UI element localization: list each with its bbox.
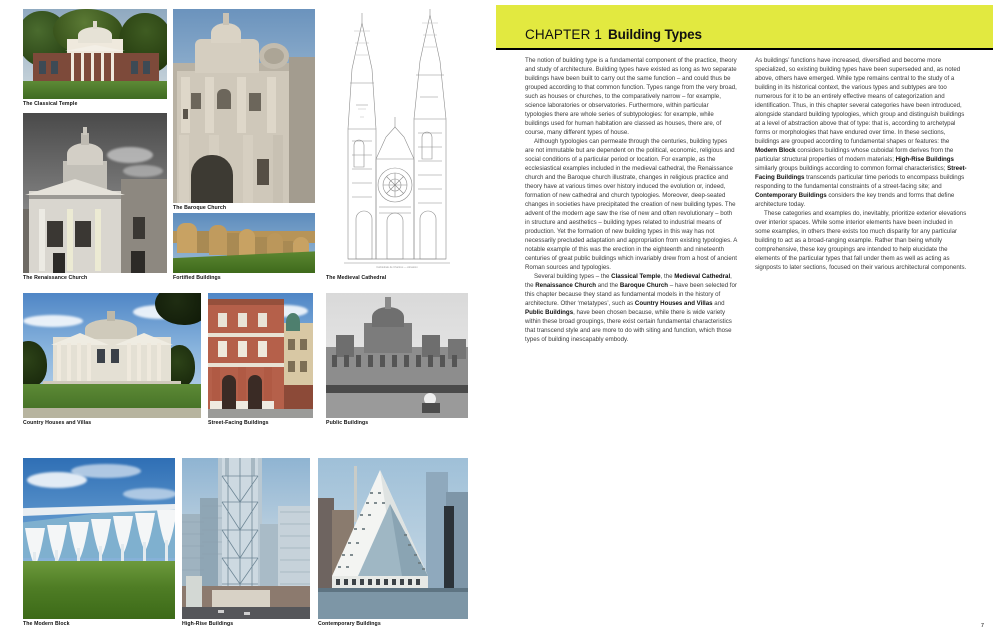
image-street-facing xyxy=(208,293,313,418)
body-column-left xyxy=(525,57,737,617)
p3-mid5: and xyxy=(712,299,725,307)
image-classical-temple xyxy=(23,9,167,99)
figure-country-villa xyxy=(23,293,201,426)
figure-caption: Country Houses and Villas xyxy=(23,420,92,426)
p3-suffix: , have been chosen because, while there is wide variety within these broad groupings, there exist certain fundamental characteristics that transcend style and are more to do with siting and function, which those types of building inescapably embody. xyxy=(525,308,732,343)
figure-caption: Street-Facing Buildings xyxy=(208,420,269,426)
term-high-rise-buildings: High-Rise Buildings xyxy=(895,155,954,163)
p3-prefix: Several building types – the xyxy=(534,272,612,280)
term-renaissance-church: Renaissance Church xyxy=(535,281,596,289)
p4-mid3: transcends particular time periods to encompass buildings responding to the fundamental constraints of a street-facing site; and xyxy=(755,173,965,190)
paragraph-3 xyxy=(525,273,737,345)
image-public-buildings xyxy=(326,293,468,418)
body-columns xyxy=(525,57,967,617)
p4-prefix: As buildings’ functions have increased, diversified and become more specialized, so existing building types have been superseded and, as noted above, others have emerged. While type remains central to the study of a building in its historical context, the various types and subtypes are too numerous for it to be an entirely effective means of categorization and identification. Thus, in this chapter several categories have been introduced, alongside standard building typologies, which group and distinguish buildings at a level of abstraction above that of type: that is, according to archetypal forms or morphologies that have endured over time. In these sections, buildings are grouped according to fundamental shapes or features: the xyxy=(755,57,965,145)
term-street-facing-buildings: Street-Facing Buildings xyxy=(755,164,967,181)
figure-caption: The Classical Temple xyxy=(23,101,78,107)
figure-caption: The Modern Block xyxy=(23,621,70,627)
figure-modern-block xyxy=(23,458,175,627)
p3-mid2: , the xyxy=(525,272,732,289)
figure-high-rise xyxy=(182,458,310,627)
term-public-buildings: Public Buildings xyxy=(525,308,574,316)
figure-public-buildings xyxy=(326,293,468,426)
image-country-villa xyxy=(23,293,201,418)
image-baroque-church xyxy=(173,9,315,203)
p4-suffix: considers the key trends and forms that define architecture today. xyxy=(755,191,955,208)
term-medieval-cathedral: Medieval Cathedral xyxy=(674,272,731,280)
page-title: Building Types xyxy=(607,27,702,42)
image-renaissance-church xyxy=(23,113,167,273)
figure-medieval-cathedral xyxy=(326,9,468,281)
image-contemporary xyxy=(318,458,468,619)
svg-text:Cathédrale de Chartres — éléva: Cathédrale de Chartres — élévation xyxy=(376,266,418,269)
p3-mid1: , the xyxy=(660,272,675,280)
term-classical-temple: Classical Temple xyxy=(611,272,661,280)
chapter-banner-rule xyxy=(496,48,993,50)
canopy-arches xyxy=(23,508,175,568)
term-modern-block: Modern Block xyxy=(755,146,796,154)
term-contemporary-buildings: Contemporary Buildings xyxy=(755,191,827,199)
figure-renaissance-church xyxy=(23,113,167,281)
page-number: 7 xyxy=(981,623,984,629)
term-baroque-church: Baroque Church xyxy=(619,281,669,289)
paragraph-5: These categories and examples do, inevitably, prioritize exterior elevations over interior spaces. While some interior elements have been included in some examples, in others there exists too much disparity for any particular building to act as a broad-ranging example. Rather than being wholly comprehensive, these key groupings are intended to help elucidate the elements of the particular types that fall under them as well as acting as signposts to later sections, focused on their various architectural components. xyxy=(755,209,967,271)
p3-mid3: and the xyxy=(596,281,620,289)
p3-mid4: – have been selected for this chapter because they stand as fundamental models in the history of architecture. Other ‘metatypes’, such as xyxy=(525,281,737,307)
image-fortified-buildings xyxy=(173,213,315,273)
figure-caption: Fortified Buildings xyxy=(173,275,221,281)
paragraph-1: The notion of building type is a fundamental component of the practice, theory and study of architecture. Building types have existed as long as two separate buildings have been built to carry out the same function – and could thus be grouped according to that common function. Types range from the very broad, such as houses or churches, to the comparatively narrow – for example, science laboratories or observatories. Furthermore, within particular typologies there are whole series of subtypologies: for example, while buildings used for human habitation are classed as houses, there are, of course, many different types of house. xyxy=(525,57,737,136)
figure-street-facing xyxy=(208,293,313,426)
figure-fortified-buildings xyxy=(173,213,315,281)
p4-mid2: similarly groups buildings according to common formal characteristics; xyxy=(755,164,948,172)
figure-caption: The Baroque Church xyxy=(173,205,227,211)
image-high-rise xyxy=(182,458,310,619)
chapter-heading xyxy=(525,27,702,42)
figure-caption: The Renaissance Church xyxy=(23,275,88,281)
right-page xyxy=(490,0,1000,643)
paragraph-2: Although typologies can permeate through the centuries, building types are not immutable but are dependent on the political, economic, religious and social conditions of a particular period or location. For example, as the ecclesiastical examples included in the medieval cathedral, the Renaissance church and the Baroque church illustrate, changes in religious practice and theory have at various times over history induced the evolution or, indeed, formation of new cathedral and church typologies. Moreover, deep-seated changes in societies have precipitated the creation of new building types. The advent of the modern age saw the rise of new and often revolutionary – both in structure and aesthetics – building types related to industrial means of production. Yet the formation of new building types in this way has not necessarily precluded adaptation and appropriation from existing typologies. A notable example of this was the erection in the eighteenth and nineteenth centuries of great public buildings which invariably drew from a host of ancient Roman sources and typologies. xyxy=(525,137,737,271)
figure-classical-temple xyxy=(23,9,167,107)
image-modern-block xyxy=(23,458,175,619)
paragraph-4 xyxy=(755,57,967,210)
figure-baroque-church xyxy=(173,9,315,211)
p4-mid1: considers buildings whose cuboidal form derives from the particular structural properties of modern materials; xyxy=(755,146,954,163)
body-column-right xyxy=(755,57,967,617)
figure-caption: The Medieval Cathedral xyxy=(326,275,387,281)
term-country-houses-and-villas: Country Houses and Villas xyxy=(634,299,713,307)
left-page xyxy=(0,0,490,643)
figure-contemporary xyxy=(318,458,468,627)
cathedral-elevation-drawing xyxy=(326,9,468,273)
figure-caption: High-Rise Buildings xyxy=(182,621,234,627)
figure-caption: Contemporary Buildings xyxy=(318,621,381,627)
figure-caption: Public Buildings xyxy=(326,420,369,426)
image-medieval-cathedral xyxy=(326,9,468,273)
chapter-number-label: CHAPTER 1 xyxy=(525,27,602,42)
